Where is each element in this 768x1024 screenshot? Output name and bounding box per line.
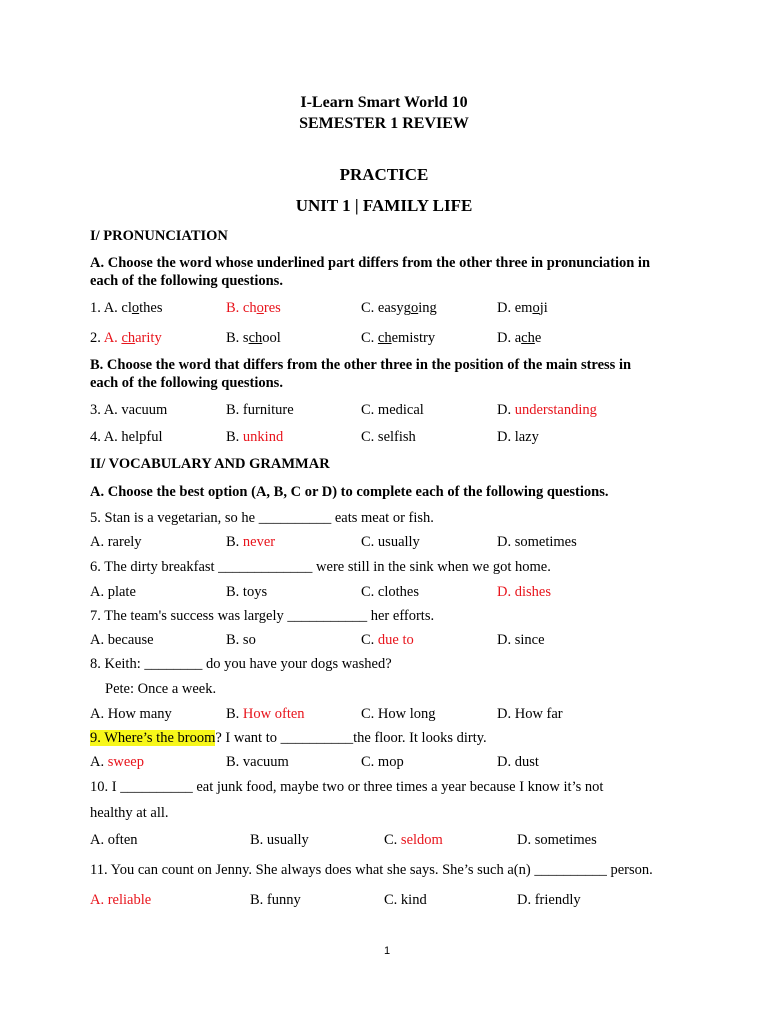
- unit-heading: UNIT 1 | FAMILY LIFE: [295, 196, 473, 215]
- question-5-answer: never: [242, 534, 276, 550]
- part-b-instruction: B. Choose the word that differs from the other three in the position of the main stress in: [90, 357, 632, 373]
- part-a-instruction: A. Choose the word whose underlined part differs from the other three in pronunciation in: [90, 255, 651, 271]
- question-4-answer: unkind: [242, 429, 284, 445]
- highlighted-text: 9. Where’s the broom: [90, 730, 216, 746]
- question-1-option-d: D. emoji: [497, 300, 548, 316]
- question-5-option-c: C. usually: [361, 534, 420, 550]
- question-6-option-b: B. toys: [226, 584, 268, 600]
- question-5-stem: 5. Stan is a vegetarian, so he __________ eats meat or fish.: [90, 510, 434, 526]
- question-5-option-a: A. rarely: [90, 534, 142, 550]
- question-11-option-d: D. friendly: [517, 892, 581, 908]
- question-7-option-a: A. because: [90, 632, 154, 648]
- question-11-option-b: B. funny: [250, 892, 301, 908]
- question-3-option-b: B. furniture: [226, 402, 294, 418]
- question-5-option-b: B. never: [226, 534, 276, 550]
- document-subtitle: SEMESTER 1 REVIEW: [299, 115, 469, 132]
- question-3-option-a: 3. A. vacuum: [90, 402, 168, 418]
- section-pronunciation-heading: I/ PRONUNCIATION: [90, 228, 228, 244]
- question-2-option-c: C. chemistry: [361, 330, 436, 346]
- question-7-answer: due to: [377, 632, 414, 648]
- question-4-option-a: 4. A. helpful: [90, 429, 163, 445]
- question-8-option-a: A. How many: [90, 706, 172, 722]
- question-4-option-d: D. lazy: [497, 429, 539, 445]
- question-11-stem: 11. You can count on Jenny. She always does what she says. She’s such a(n) __________ person.: [90, 862, 653, 878]
- question-10-option-d: D. sometimes: [517, 832, 597, 848]
- question-10-option-b: B. usually: [250, 832, 309, 848]
- question-3-answer: understanding: [514, 402, 597, 418]
- question-8-reply: Pete: Once a week.: [105, 681, 217, 697]
- question-9-option-d: D. dust: [497, 754, 539, 770]
- question-11-option-c: C. kind: [384, 892, 427, 908]
- question-10-option-a: A. often: [90, 832, 138, 848]
- question-7-option-d: D. since: [497, 632, 545, 648]
- question-4-option-b: B. unkind: [226, 429, 284, 445]
- part-b-instruction-cont: each of the following questions.: [90, 375, 283, 391]
- question-2-option-d: D. ache: [497, 330, 542, 346]
- question-4-option-c: C. selfish: [361, 429, 416, 445]
- question-10-option-c: C. seldom: [384, 832, 443, 848]
- part-a-instruction-cont: each of the following questions.: [90, 273, 283, 289]
- question-2-option-b: B. school: [226, 330, 281, 346]
- question-1-option-c: C. easygoing: [361, 300, 437, 316]
- question-9-stem: 9. Where’s the broom? I want to __________the floor. It looks dirty.: [90, 730, 487, 746]
- question-9-option-c: C. mop: [361, 754, 404, 770]
- question-10-stem: 10. I __________ eat junk food, maybe two or three times a year because I know it’s not: [90, 779, 604, 795]
- question-8-option-b: B. How often: [226, 706, 305, 722]
- question-3-option-c: C. medical: [361, 402, 424, 418]
- question-6-option-c: C. clothes: [361, 584, 419, 600]
- question-7-option-c: C. due to: [361, 632, 414, 648]
- question-6-option-d-answer: D. dishes: [497, 584, 551, 600]
- question-1-option-b-answer: B. chores: [226, 300, 281, 316]
- question-2-option-a: 2. A. charity: [90, 330, 162, 346]
- question-3-option-d: D. understanding: [497, 402, 597, 418]
- practice-heading: PRACTICE: [339, 165, 429, 184]
- question-11-option-a-answer: A. reliable: [90, 892, 152, 908]
- section-vocabulary-heading: II/ VOCABULARY AND GRAMMAR: [90, 456, 330, 472]
- question-6-option-a: A. plate: [90, 584, 136, 600]
- question-9-option-a: A. sweep: [90, 754, 144, 770]
- part-a-vocab-instruction: A. Choose the best option (A, B, C or D) to complete each of the following questions.: [90, 484, 609, 500]
- document-title: I-Learn Smart World 10: [300, 94, 468, 111]
- question-7-stem: 7. The team's success was largely ___________ her efforts.: [90, 608, 435, 624]
- question-6-stem: 6. The dirty breakfast _____________ were still in the sink when we got home.: [90, 559, 551, 575]
- question-7-option-b: B. so: [226, 632, 256, 648]
- question-8-option-c: C. How long: [361, 706, 436, 722]
- page-number: 1: [383, 945, 391, 957]
- question-5-option-d: D. sometimes: [497, 534, 577, 550]
- question-8-stem: 8. Keith: ________ do you have your dogs washed?: [90, 656, 392, 672]
- question-2-answer: A. charity: [103, 330, 162, 346]
- question-8-answer: How often: [242, 706, 305, 722]
- question-10-answer: seldom: [400, 832, 443, 848]
- question-9-option-b: B. vacuum: [226, 754, 289, 770]
- question-8-option-d: D. How far: [497, 706, 563, 722]
- question-1-option-a: 1. A. clothes: [90, 300, 163, 316]
- question-9-answer: sweep: [107, 754, 144, 770]
- question-10-stem-cont: healthy at all.: [90, 805, 169, 821]
